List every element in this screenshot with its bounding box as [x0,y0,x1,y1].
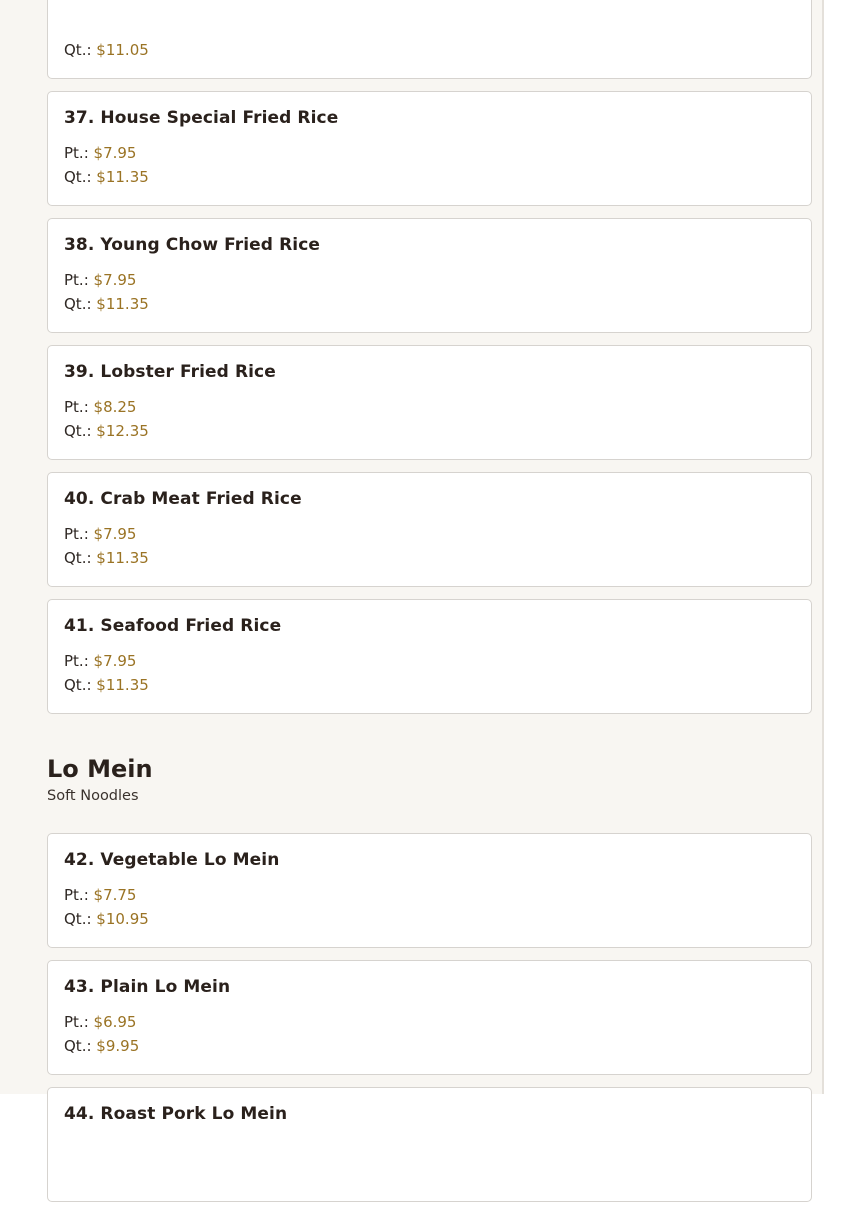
quart-price: $11.05 [96,41,149,59]
quart-price: $11.35 [96,295,149,313]
quart-label: Qt.: [64,676,92,694]
menu-item-card[interactable] [47,91,812,206]
pint-price-line [64,886,136,904]
menu-item-card[interactable] [47,1087,812,1202]
quart-price-line [64,168,149,186]
pint-label: Pt.: [64,271,89,289]
menu-item-name: 38. Young Chow Fried Rice [64,235,321,255]
menu-item-card[interactable] [47,218,812,333]
section-spacer [47,815,812,833]
pint-label: Pt.: [64,525,89,543]
quart-price-line [64,41,149,59]
quart-label: Qt.: [64,549,92,567]
pint-label: Pt.: [64,1013,89,1031]
section-title: Lo Mein [47,755,153,783]
pint-label: Pt.: [64,144,89,162]
pint-price-line [64,1013,136,1031]
quart-label: Qt.: [64,168,92,186]
pint-label: Pt.: [64,886,89,904]
menu-item-name: 39. Lobster Fried Rice [64,362,276,382]
pint-price-line [64,398,136,416]
menu-item-name: 41. Seafood Fried Rice [64,616,282,636]
pint-price: $7.95 [93,652,137,670]
pint-price: $7.95 [93,144,137,162]
pint-price: $8.25 [93,398,137,416]
pint-price-line [64,144,136,162]
menu-item-name: 44. Roast Pork Lo Mein [64,1104,288,1124]
pint-price-line [64,652,136,670]
quart-price-line [64,549,149,567]
pint-price: $6.95 [93,1013,137,1031]
menu-item-card[interactable] [47,0,812,79]
quart-price-line [64,1037,139,1055]
quart-price: $9.95 [96,1037,140,1055]
pint-price-line [64,271,136,289]
quart-price-line [64,910,149,928]
menu-item-name: 42. Vegetable Lo Mein [64,850,280,870]
section-description: Soft Noodles [47,788,139,804]
menu-item-card[interactable] [47,599,812,714]
menu-item-card[interactable] [47,472,812,587]
menu-item-name: 37. House Special Fried Rice [64,108,339,128]
quart-price-line [64,676,149,694]
menu-content [47,0,812,1214]
menu-item-name: 40. Crab Meat Fried Rice [64,489,302,509]
pint-price: $7.95 [93,271,137,289]
quart-price-line [64,422,149,440]
quart-label: Qt.: [64,41,92,59]
menu-item-card[interactable] [47,960,812,1075]
quart-label: Qt.: [64,422,92,440]
quart-label: Qt.: [64,1037,92,1055]
quart-price: $11.35 [96,549,149,567]
quart-price: $10.95 [96,910,149,928]
lo-mein-section-header [47,726,812,815]
quart-label: Qt.: [64,910,92,928]
pint-label: Pt.: [64,652,89,670]
quart-price-line [64,295,149,313]
pint-label: Pt.: [64,398,89,416]
quart-label: Qt.: [64,295,92,313]
quart-price: $12.35 [96,422,149,440]
pint-price-line [64,525,136,543]
quart-price: $11.35 [96,168,149,186]
pint-price: $7.95 [93,525,137,543]
quart-price: $11.35 [96,676,149,694]
menu-item-name: 43. Plain Lo Mein [64,977,231,997]
menu-item-card[interactable] [47,345,812,460]
pint-price: $7.75 [93,886,137,904]
menu-item-card[interactable] [47,833,812,948]
